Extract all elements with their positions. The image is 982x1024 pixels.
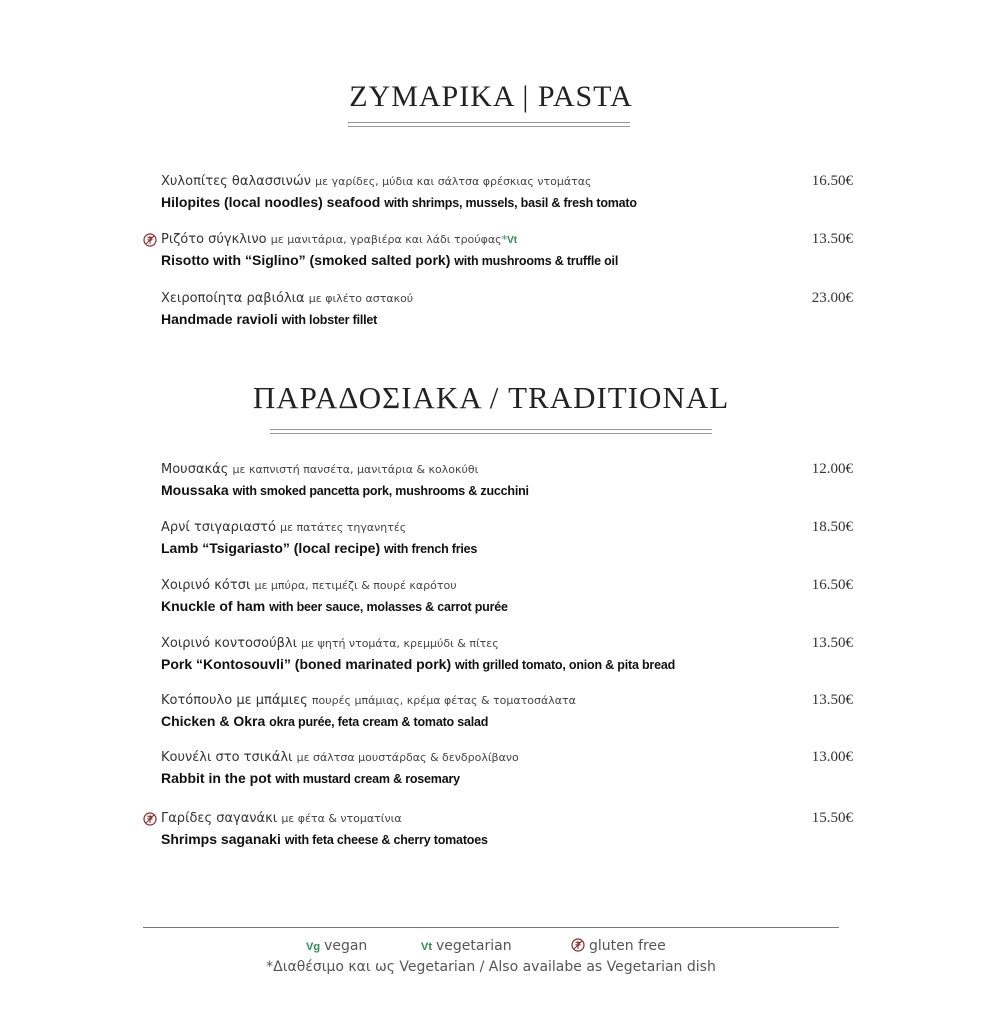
item-greek-name: Μουσακάς [161,462,229,477]
footer-divider [143,927,839,928]
item-english-name: Handmade ravioli [161,311,278,327]
item-greek-name: Γαρίδες σαγανάκι [161,811,278,826]
item-price: 13.00€ [811,749,853,765]
item-greek-name: Χοιρινό κότσι [161,578,251,593]
item-english-desc: with feta cheese & cherry tomatoes [284,833,488,847]
asterisk-mark: * [501,233,508,246]
item-english-name: Hilopites (local noodles) seafood [161,194,381,210]
item-price: 18.50€ [811,519,853,535]
item-english-name: Chicken & Okra [161,713,266,729]
item-english-desc: with shrimps, mussels, basil & fresh tomato [384,196,637,210]
item-price: 16.50€ [811,577,853,593]
vegetarian-icon: Vt [507,235,518,246]
item-price: 16.50€ [811,173,853,189]
item-english-name: Lamb “Tsigariasto” (local recipe) [161,540,381,556]
vegetarian-note: *Διαθέσιμο και ως Vegetarian / Also availabe as Vegetarian dish [266,959,716,975]
menu-item [161,636,861,682]
vegetarian-icon: Vt [421,941,432,953]
gluten-free-icon [143,812,157,826]
legend-vegetarian [421,938,512,954]
item-greek-name: Χυλοπίτες θαλασσινών [161,174,311,189]
item-greek-name: Ριζότο σύγκλινο [161,232,267,247]
menu-item [161,811,861,857]
section-title-pasta: ΖΥΜΑΡΙΚΑ | PASTA [349,80,633,113]
legend-gluten-free [571,938,666,954]
item-greek-desc: με φέτα & ντοματίνια [281,812,402,825]
menu-item [161,174,861,220]
item-english-desc: with beer sauce, molasses & carrot purée [269,600,508,614]
title-underline [348,122,630,127]
legend [0,938,982,960]
item-english-name: Risotto with “Siglino” (smoked salted pork) [161,252,451,268]
item-english-desc: with grilled tomato, onion & pita bread [455,658,676,672]
menu-item [161,462,861,508]
gluten-free-icon [143,233,157,247]
item-greek-name: Κοτόπουλο με μπάμιες [161,693,308,708]
legend-vegan [306,938,367,954]
legend-vegetarian-label: vegetarian [436,938,512,954]
menu-item [161,578,861,624]
item-greek-desc: πουρές μπάμιας, κρέμα φέτας & τοματοσάλατα [311,694,576,707]
item-greek-desc: με μανιτάρια, γραβιέρα και λάδι τρούφας [270,233,502,246]
item-english-name: Pork “Kontosouvli” (boned marinated pork) [161,656,452,672]
menu-item [161,291,861,337]
legend-vegan-label: vegan [324,938,368,954]
menu-item [161,693,861,739]
item-greek-desc: με γαρίδες, μύδια και σάλτσα φρέσκιας ντομάτας [315,175,592,188]
item-greek-name: Χοιρινό κοντοσούβλι [161,636,298,651]
title-underline [270,429,712,434]
item-greek-name: Χειροποίητα ραβιόλια [161,291,305,306]
vegan-icon: Vg [306,941,321,953]
item-english-desc: with mushrooms & truffle oil [454,254,619,268]
item-greek-desc: με σάλτσα μουστάρδας & δενδρολίβανο [296,751,519,764]
item-price: 15.50€ [811,810,853,826]
item-english-desc: with mustard cream & rosemary [275,772,460,786]
item-price: 23.00€ [811,290,853,306]
item-greek-name: Αρνί τσιγαριαστό [161,520,276,535]
item-english-desc: with lobster fillet [281,313,378,327]
item-price: 12.00€ [811,461,853,477]
item-english-desc: okra purée, feta cream & tomato salad [269,715,489,729]
item-price: 13.50€ [811,231,853,247]
item-greek-desc: με ψητή ντομάτα, κρεμμύδι & πίτες [301,637,499,650]
menu-item [161,520,861,566]
item-price: 13.50€ [811,635,853,651]
menu-item [161,750,861,796]
legend-gluten-free-label: gluten free [589,938,666,954]
item-english-name: Shrimps saganaki [161,831,281,847]
item-english-name: Rabbit in the pot [161,770,272,786]
item-english-desc: with smoked pancetta pork, mushrooms & zucchini [232,484,529,498]
item-english-name: Moussaka [161,482,229,498]
item-english-desc: with french fries [384,542,478,556]
item-greek-desc: με πατάτες τηγανητές [280,521,407,534]
menu-item [161,232,861,278]
item-english-name: Knuckle of ham [161,598,266,614]
item-greek-desc: με μπύρα, πετιμέζι & πουρέ καρότου [254,579,457,592]
item-greek-desc: με φιλέτο αστακού [308,292,414,305]
item-price: 13.50€ [811,692,853,708]
gluten-free-icon [571,938,585,952]
item-greek-name: Κουνέλι στο τσικάλι [161,750,293,765]
item-greek-desc: με καπνιστή πανσέτα, μανιτάρια & κολοκύθι [232,463,479,476]
section-title-traditional: ΠΑΡΑΔΟΣΙΑΚΑ / TRADITIONAL [252,380,730,415]
